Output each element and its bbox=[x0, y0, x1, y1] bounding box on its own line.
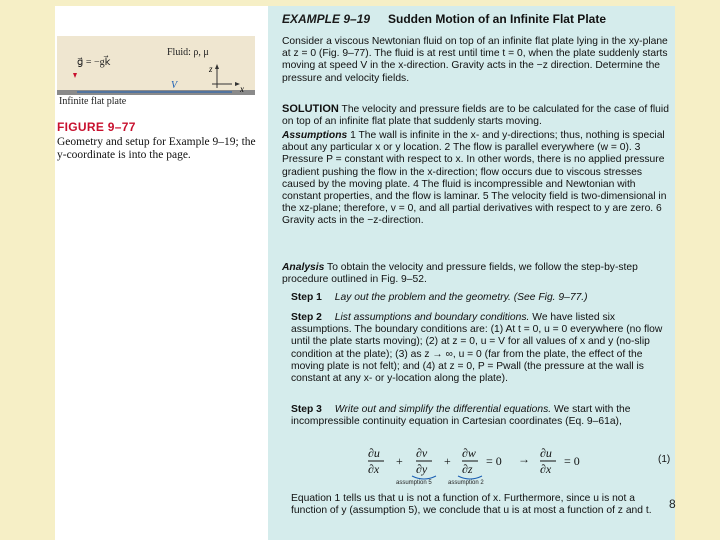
eq-result-zero: = 0 bbox=[564, 454, 580, 468]
eq-dx: ∂x bbox=[368, 462, 380, 476]
step-3-number: Step 3 bbox=[291, 404, 322, 415]
annotation-assumption-5: assumption 5 bbox=[396, 480, 432, 486]
equation-fraction-bars bbox=[366, 458, 596, 480]
step-2-number: Step 2 bbox=[291, 312, 322, 323]
solution-heading: SOLUTION bbox=[282, 103, 339, 115]
gravity-label: g⃗ = −gk⃗ bbox=[77, 57, 111, 68]
solution-paragraph bbox=[282, 103, 670, 128]
analysis-text: To obtain the velocity and pressure fields, we follow the step-by-step procedure outlined in Fig. 9–52. bbox=[282, 262, 638, 286]
step-2-title: List assumptions and boundary conditions. bbox=[334, 312, 530, 323]
plate-label: Infinite flat plate bbox=[59, 96, 127, 107]
solution-text: The velocity and pressure fields are to be calculated for the case of fluid on top of an infinite flat plate that suddenly starts moving. bbox=[282, 104, 669, 128]
step-2-text: We have listed six assumptions. The boundary conditions are: (1) At t = 0, u = 0 everywhere (no flow until the plate starts moving); (2) at z = 0, u = V for all values of x and y (no-slip condition at the plate); (3) as z → ∞, u = 0 (far from the plate, the effect of the moving plate is not felt); and (4) at z = 0, P = Pwall (the pressure at the wall is constant at any x- or y-location along the plate). bbox=[291, 312, 663, 385]
figure-number: FIGURE 9–77 bbox=[57, 120, 136, 134]
eq-zero: = 0 bbox=[486, 454, 502, 468]
eq-dv: ∂v bbox=[416, 446, 428, 460]
figure-diagram bbox=[57, 36, 255, 106]
velocity-label: V bbox=[171, 80, 178, 91]
eq-du: ∂u bbox=[368, 446, 380, 460]
z-axis-label: z bbox=[209, 64, 213, 74]
step-3-title: Write out and simplify the differential equations. bbox=[334, 404, 552, 415]
conclusion-paragraph: Equation 1 tells us that u is not a function of x. Furthermore, since u is not a function of y (assumption 5), we conclude that u is at most a function of z and t. bbox=[291, 493, 652, 517]
step-3 bbox=[291, 404, 671, 428]
eq-result-dx: ∂x bbox=[540, 462, 552, 476]
step-1-text: Lay out the problem and the geometry. (See Fig. 9–77.) bbox=[334, 292, 588, 303]
eq-dz: ∂z bbox=[462, 462, 473, 476]
eq-dy: ∂y bbox=[416, 462, 428, 476]
equation-number: (1) bbox=[658, 454, 671, 465]
analysis-paragraph bbox=[282, 262, 670, 286]
figure-caption: Geometry and setup for Example 9–19; the y-coordinate is into the page. bbox=[57, 136, 256, 161]
assumptions-text: 1 The wall is infinite in the x- and y-directions; thus, nothing is special about any particular x or y location. 2 The flow is parallel everywhere (w = 0). 3 Pressure P = constant with respect to x. In other words, there is no applied pressure gradient pushing the flow in the x-direction; flow occurs due to viscous stresses caused by the moving plate. 4 The fluid is incompressible and Newtonian with constant properties, and the flow is laminar. 5 The velocity field is two-dimensional in the xz-plane; therefore, v = 0, and all partial derivatives with respect to y are zero. 6 Gravity acts in the −z-direction. bbox=[282, 130, 667, 227]
example-column bbox=[268, 6, 675, 540]
step-3-text: We start with the incompressible continuity equation in Cartesian coordinates (Eq. 9–61a), bbox=[291, 404, 631, 428]
x-axis-label: x bbox=[240, 84, 244, 94]
analysis-heading: Analysis bbox=[282, 262, 325, 273]
eq-dw: ∂w bbox=[462, 446, 476, 460]
eq-arrow: → bbox=[518, 452, 530, 466]
example-title: Sudden Motion of an Infinite Flat Plate bbox=[388, 12, 606, 26]
eq-plus-1: + bbox=[396, 454, 403, 468]
annotation-assumption-2: assumption 2 bbox=[448, 480, 484, 486]
textbook-page bbox=[55, 6, 675, 540]
eq-plus-2: + bbox=[444, 454, 451, 468]
problem-statement: Consider a viscous Newtonian fluid on top of an infinite flat plate lying in the xy-plane at z = 0 (Fig. 9–77). The fluid is at rest until time t = 0, when the plate suddenly starts moving at speed V in the x-direction. Gravity acts in the −z direction. Determine the pressure and velocity fields. bbox=[282, 36, 668, 84]
step-2 bbox=[291, 312, 671, 385]
assumptions-heading: Assumptions bbox=[282, 130, 348, 141]
page-number: 8 bbox=[669, 497, 676, 511]
step-1-number: Step 1 bbox=[291, 292, 322, 303]
step-1 bbox=[291, 292, 671, 304]
fluid-label: Fluid: ρ, μ bbox=[167, 47, 209, 58]
assumptions-paragraph bbox=[282, 130, 670, 228]
example-label: EXAMPLE 9–19 bbox=[282, 12, 371, 26]
eq-result-du: ∂u bbox=[540, 446, 552, 460]
